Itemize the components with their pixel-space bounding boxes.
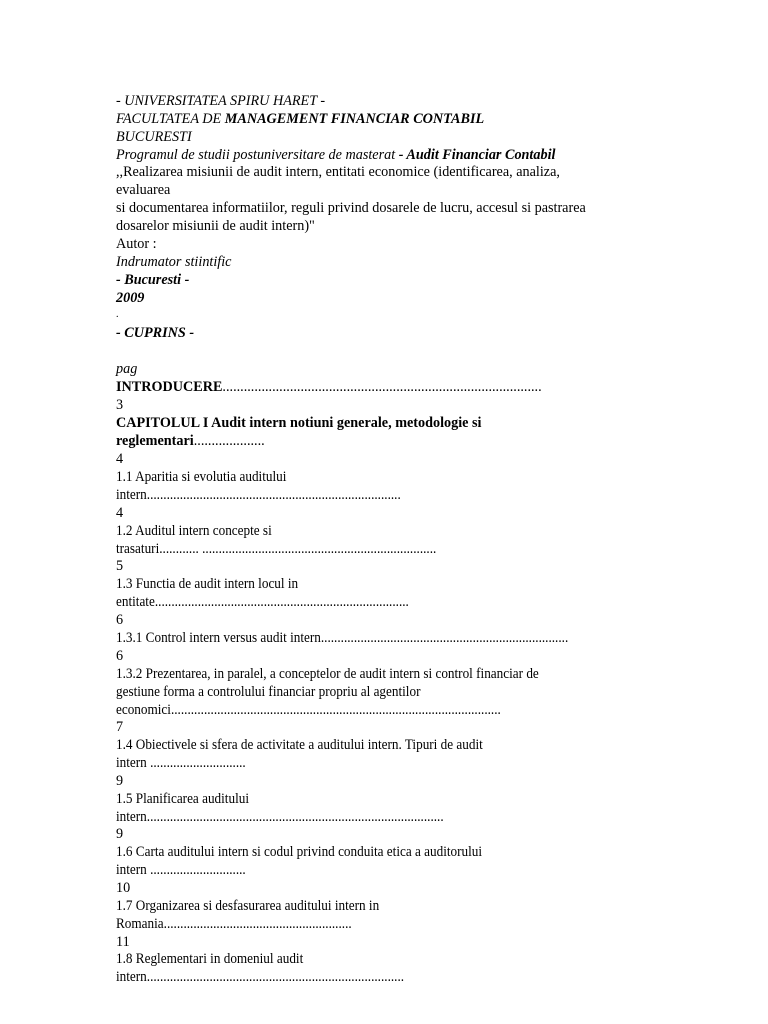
toc-entry-1-6-cont[interactable] <box>116 861 256 879</box>
toc-page-number: 4 <box>116 505 124 521</box>
toc-entry-1-5-cont[interactable] <box>116 808 468 826</box>
toc-page-number: 4 <box>116 451 124 467</box>
toc-leader-dots: ............ ....................................................................... <box>159 541 437 557</box>
toc-title: - CUPRINS - <box>116 325 195 341</box>
year: 2009 <box>116 290 145 306</box>
topic-line-4: dosarelor misiunii de audit intern)" <box>116 218 315 234</box>
toc-entry-introduction[interactable] <box>116 378 542 396</box>
toc-page-number: 3 <box>116 397 124 413</box>
program-name: - Audit Financiar Contabil <box>398 147 556 163</box>
toc-entry-word: economici <box>116 702 171 718</box>
city: BUCURESTI <box>116 129 192 145</box>
toc-entry-text: 1.2 Auditul intern concepte si <box>116 523 272 539</box>
toc-entry-word: intern <box>116 969 147 985</box>
toc-entry-1-7-cont[interactable] <box>116 915 369 933</box>
toc-leader-dots: ............................................................................. <box>146 487 401 503</box>
toc-leader-dots: .......................................................................................... <box>222 379 542 395</box>
toc-entry-1-3-2-cont2[interactable] <box>116 701 530 719</box>
toc-entry-text: 1.6 Carta auditului intern si codul privind conduita etica a auditorului <box>116 844 483 860</box>
toc-entry-1-4[interactable] <box>116 736 510 754</box>
toc-entry-text: reglementari <box>116 433 194 449</box>
toc-entry-text <box>116 808 444 826</box>
toc-leader-dots: .................... <box>193 433 265 449</box>
toc-page-number: 7 <box>116 719 124 735</box>
toc-entry-word: 1.3.1 Control intern versus audit intern <box>116 630 321 646</box>
faculty-line <box>116 110 484 128</box>
toc-page-number: 6 <box>116 612 124 628</box>
toc-entry-1-8-cont[interactable] <box>116 968 426 986</box>
program-prefix: Programul de studii postuniversitare de masterat <box>116 147 399 163</box>
toc-entry-word: intern <box>116 755 147 771</box>
separator-dot: . <box>116 309 119 320</box>
toc-page-number: 5 <box>116 558 124 574</box>
toc-page-number: 11 <box>116 934 130 950</box>
toc-page-number: 6 <box>116 648 124 664</box>
toc-entry-text <box>116 701 501 719</box>
toc-entry-text: 1.1 Aparitia si evolutia auditului <box>116 469 287 485</box>
toc-entry-text <box>116 915 352 933</box>
coordinator-label: Indrumator stiintific <box>116 254 232 270</box>
toc-entry-text: 1.4 Obiectivele si sfera de activitate a auditului intern. Tipuri de audit <box>116 737 483 753</box>
toc-entry-text <box>116 754 246 772</box>
toc-entry-word: entitate <box>116 594 155 610</box>
toc-entry-chapter-1[interactable]: CAPITOLUL I Audit intern notiuni generale, metodologie si <box>116 415 482 431</box>
topic-line-1: ,,Realizarea misiunii de audit intern, entitati economice (identificarea, analiza, <box>116 164 560 180</box>
toc-entry-1-8[interactable] <box>116 950 317 968</box>
toc-entry-1-3-2[interactable] <box>116 665 571 683</box>
toc-entry-1-7[interactable] <box>116 897 399 915</box>
page-column-label: pag <box>116 361 138 377</box>
toc-leader-dots: ............................. <box>146 755 246 771</box>
toc-entry-text <box>116 540 436 558</box>
program-line <box>116 146 555 164</box>
toc-entry-1-2-cont[interactable] <box>116 540 460 558</box>
toc-entry-1-3[interactable] <box>116 575 312 593</box>
author-label: Autor : <box>116 236 157 252</box>
toc-entry-1-3-2-cont[interactable] <box>116 683 443 701</box>
topic-line-2: evaluarea <box>116 182 171 198</box>
toc-entry-text <box>116 593 409 611</box>
toc-entry-chapter-1-cont[interactable] <box>116 432 265 450</box>
university-name: - UNIVERSITATEA SPIRU HARET - <box>116 93 326 109</box>
toc-entry-text: 1.3.2 Prezentarea, in paralel, a conceptelor de audit intern si control financiar de <box>116 666 539 682</box>
location: - Bucuresti - <box>116 272 190 288</box>
toc-page-number: 10 <box>116 880 131 896</box>
toc-leader-dots: .............................................................................. <box>146 969 405 985</box>
toc-leader-dots: .................................................................................................... <box>170 702 501 718</box>
faculty-prefix: FACULTATEA DE <box>116 111 225 127</box>
toc-entry-text <box>116 861 246 879</box>
toc-entry-word: intern <box>116 487 147 503</box>
toc-leader-dots: .......................................................................................... <box>146 809 444 825</box>
toc-entry-text: INTRODUCERE <box>116 379 223 395</box>
toc-entry-1-3-1[interactable] <box>116 629 602 647</box>
toc-entry-text: gestiune forma a controlului financiar propriu al agentilor <box>116 684 421 700</box>
toc-entry-word: intern <box>116 809 147 825</box>
toc-entry-1-4-cont[interactable] <box>116 754 256 772</box>
toc-entry-1-5[interactable] <box>116 790 259 808</box>
toc-entry-text: 1.5 Planificarea auditului <box>116 791 250 807</box>
toc-entry-1-6[interactable] <box>116 843 510 861</box>
toc-entry-text <box>116 968 404 986</box>
toc-entry-word: trasaturi <box>116 541 160 557</box>
toc-entry-1-1-cont[interactable] <box>116 486 422 504</box>
toc-entry-text: 1.7 Organizarea si desfasurarea auditului intern in <box>116 898 380 914</box>
toc-entry-text: 1.3 Functia de audit intern locul in <box>116 576 299 592</box>
toc-entry-text <box>116 629 568 647</box>
toc-entry-1-3-cont[interactable] <box>116 593 431 611</box>
toc-page-number: 9 <box>116 826 124 842</box>
toc-entry-word: intern <box>116 862 147 878</box>
toc-leader-dots: ............................. <box>146 862 246 878</box>
toc-page-number: 9 <box>116 773 124 789</box>
toc-entry-text <box>116 486 401 504</box>
toc-leader-dots: ......................................................... <box>163 916 352 932</box>
toc-entry-1-1[interactable] <box>116 468 299 486</box>
toc-leader-dots: ............................................................................. <box>154 594 409 610</box>
topic-line-3: si documentarea informatiilor, reguli privind dosarele de lucru, accesul si pastrarea <box>116 200 586 216</box>
toc-entry-word: Romania <box>116 916 164 932</box>
toc-entry-1-2[interactable] <box>116 522 283 540</box>
faculty-name: MANAGEMENT FINANCIAR CONTABIL <box>224 111 485 127</box>
toc-leader-dots: ........................................................................... <box>320 630 569 646</box>
toc-entry-text: 1.8 Reglementari in domeniul audit <box>116 951 304 967</box>
